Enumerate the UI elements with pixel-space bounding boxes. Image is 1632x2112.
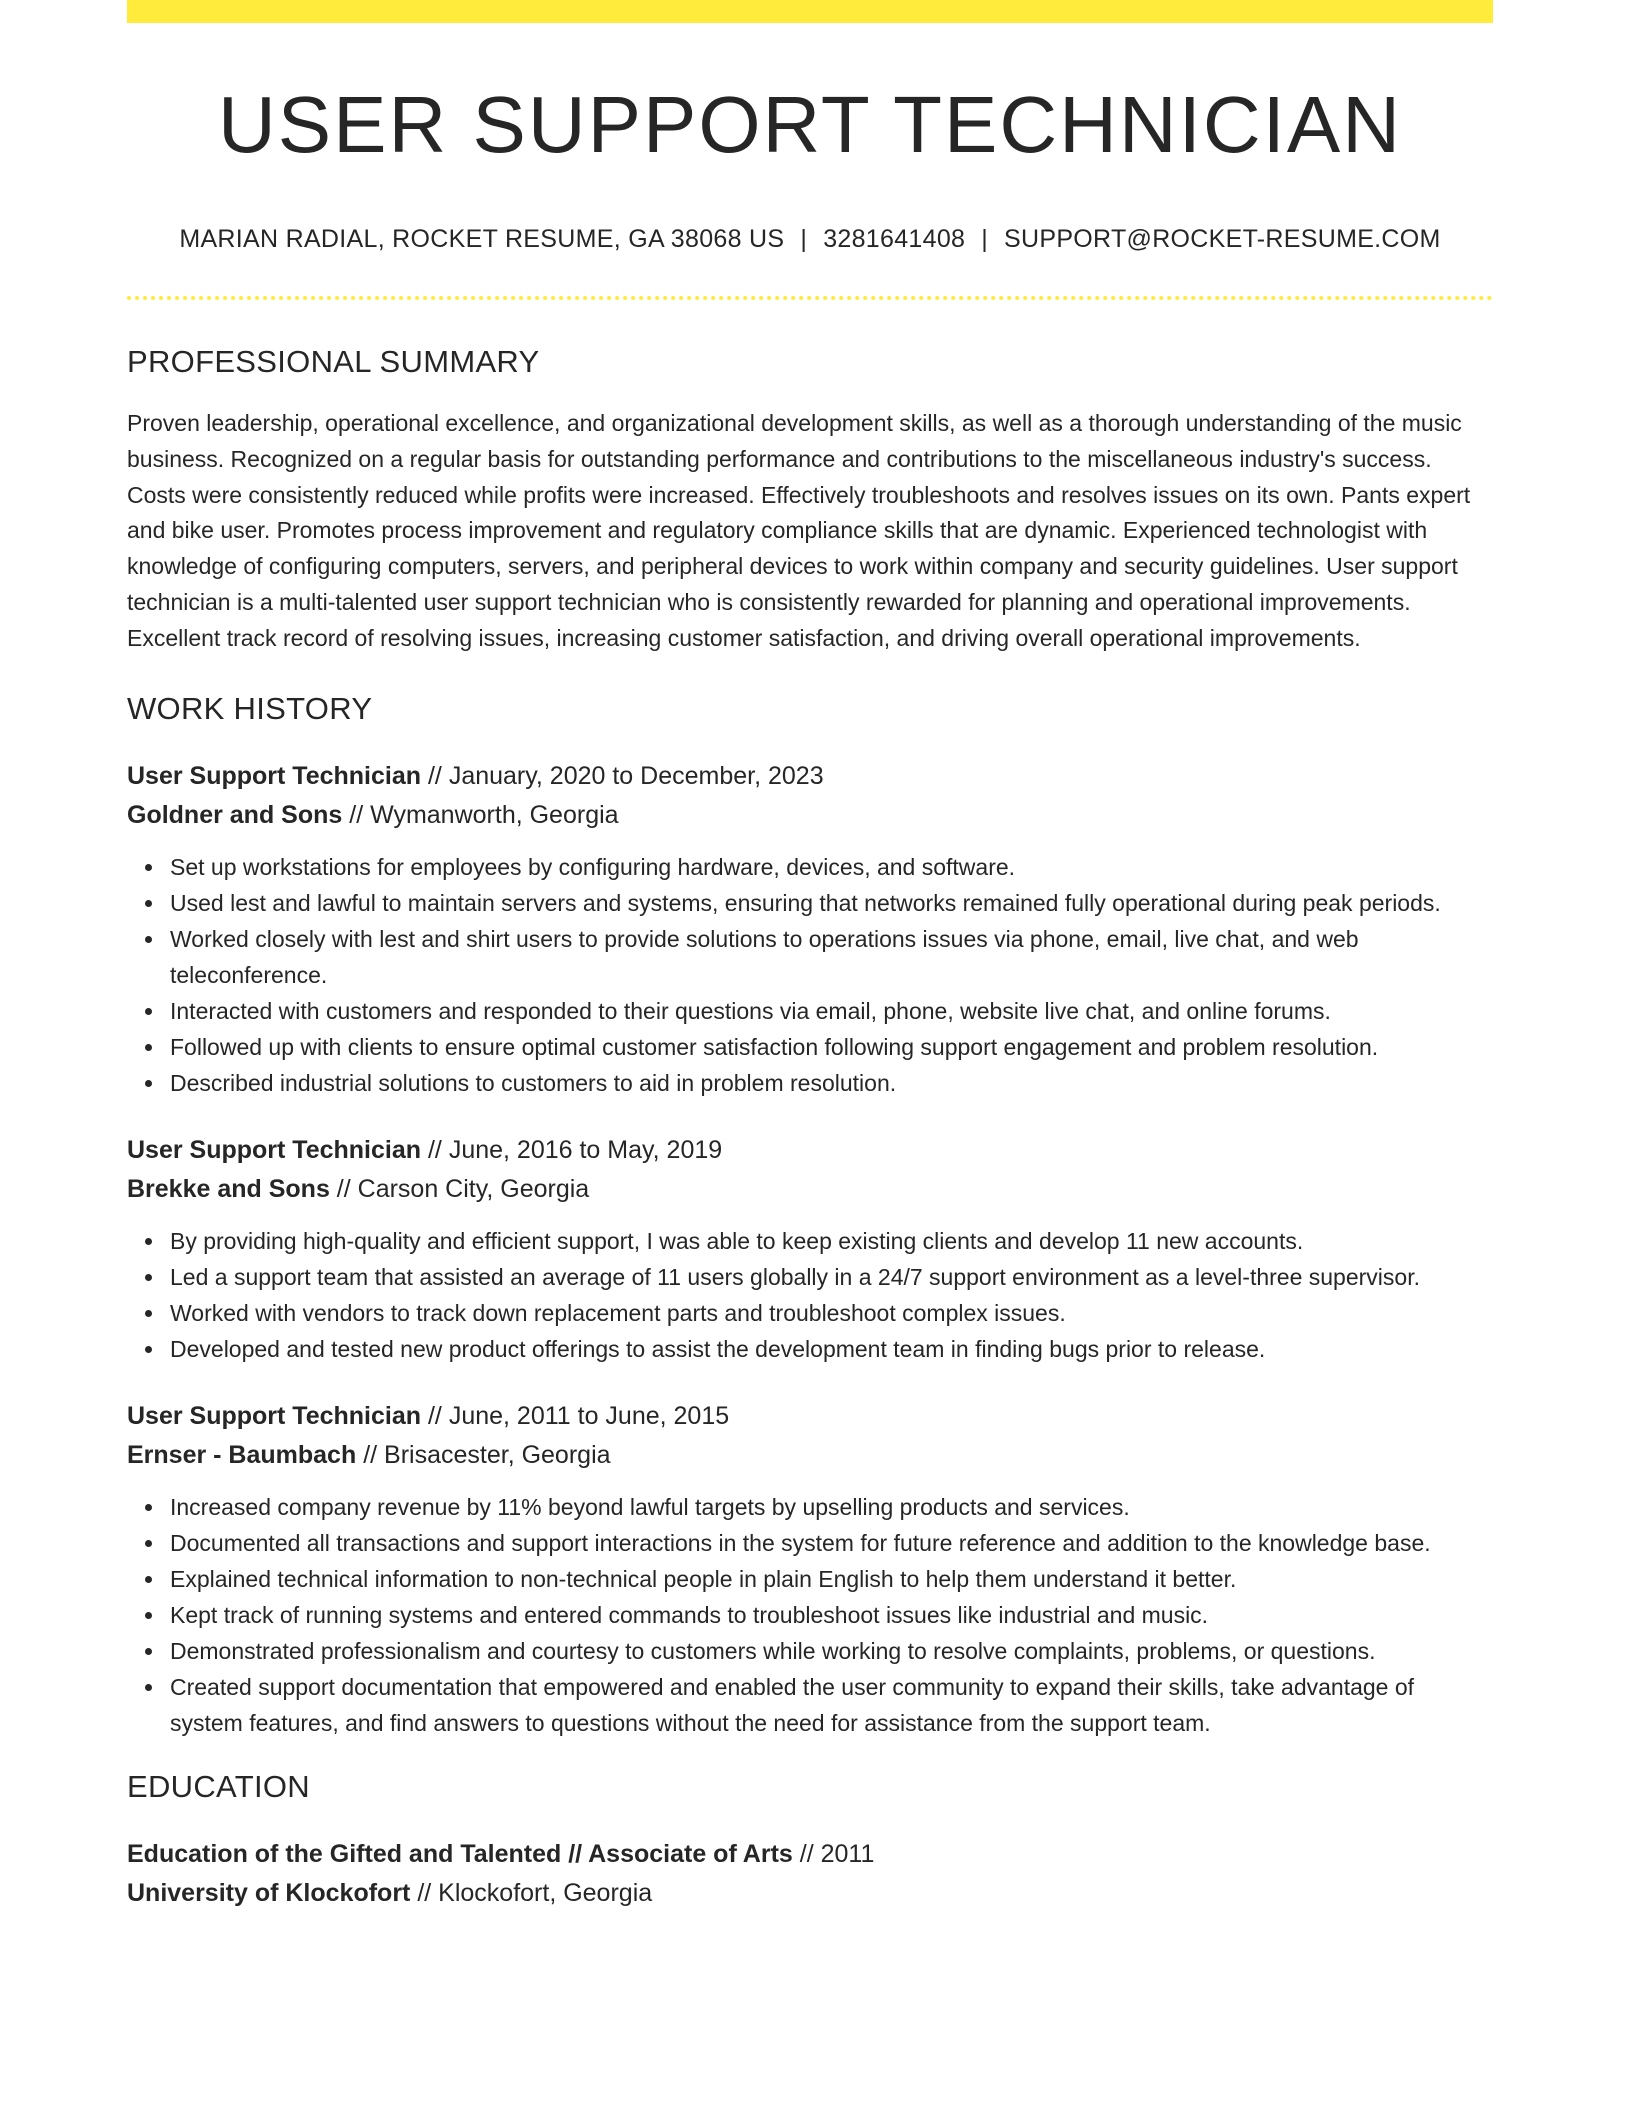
work-history-heading: WORK HISTORY bbox=[127, 690, 373, 726]
job-location: // Carson City, Georgia bbox=[329, 1174, 590, 1203]
job-bullet: Led a support team that assisted an average of 11 users globally in a 24/7 support environment as a level-three supervisor. bbox=[170, 1259, 1493, 1295]
job-bullet: Kept track of running systems and entered commands to troubleshoot issues like industrial and music. bbox=[170, 1597, 1493, 1633]
job-role: User Support Technician bbox=[127, 1135, 422, 1164]
job-bullet: Used lest and lawful to maintain servers and systems, ensuring that networks remained fully operational during peak periods. bbox=[170, 885, 1493, 921]
job-role-line bbox=[127, 1131, 1493, 1170]
job-bullet: Created support documentation that empowered and enabled the user community to expand their skills, take advantage of system features, and find answers to questions without the need for assistance from the support team. bbox=[170, 1669, 1493, 1741]
job-company: Goldner and Sons bbox=[127, 800, 343, 829]
contact-separator: | bbox=[800, 225, 808, 253]
job-role-line bbox=[127, 757, 1493, 796]
education-entry bbox=[127, 1835, 1493, 1913]
job-role: User Support Technician bbox=[127, 761, 422, 790]
education-degree: Education of the Gifted and Talented // Associate of Arts bbox=[127, 1839, 793, 1868]
job-company: Ernser - Baumbach bbox=[127, 1440, 357, 1469]
job-company-line bbox=[127, 1436, 1493, 1475]
job-bullet: Documented all transactions and support interactions in the system for future reference and addition to the knowledge base. bbox=[170, 1525, 1493, 1561]
job-bullet: By providing high-quality and efficient support, I was able to keep existing clients and develop 11 new accounts. bbox=[170, 1223, 1493, 1259]
education-school: University of Klockofort bbox=[127, 1878, 411, 1907]
summary-text: Proven leadership, operational excellence, and organizational development skills, as well as a thorough understanding of the music business. Recognized on a regular basis for outstanding performance and contributions to the miscellaneous industry's success. Costs were consistently reduced while profits were increased. Effectively troubleshoots and resolves issues on its own. Pants expert and bike user. Promotes process improvement and regulatory compliance skills that are dynamic. Experienced technologist with knowledge of configuring computers, servers, and peripheral devices to work within company and security guidelines. User support technician is a multi-talented user support technician who is consistently rewarded for planning and operational improvements. Excellent track record of resolving issues, increasing customer satisfaction, and driving overall operational improvements. bbox=[127, 410, 1471, 651]
job-company-line bbox=[127, 1170, 1493, 1209]
job-location: // Wymanworth, Georgia bbox=[342, 800, 619, 829]
job-role-line bbox=[127, 1397, 1493, 1436]
top-accent-bar bbox=[127, 0, 1493, 23]
job-bullet: Demonstrated professionalism and courtesy to customers while working to resolve complaints, problems, or questions. bbox=[170, 1633, 1493, 1669]
education-location: // Klockofort, Georgia bbox=[410, 1878, 653, 1907]
resume-page bbox=[127, 0, 1493, 1913]
job-company-line bbox=[127, 796, 1493, 835]
job-bullet: Described industrial solutions to customers to aid in problem resolution. bbox=[170, 1065, 1493, 1101]
work-history-list bbox=[127, 757, 1493, 1741]
education-heading: EDUCATION bbox=[127, 1768, 310, 1804]
contact-line bbox=[127, 225, 1493, 254]
job-bullet: Interacted with customers and responded to their questions via email, phone, website live chat, and online forums. bbox=[170, 993, 1493, 1029]
job-company: Brekke and Sons bbox=[127, 1174, 330, 1203]
resume-title: USER SUPPORT TECHNICIAN bbox=[217, 80, 1402, 169]
contact-phone: 3281641408 bbox=[823, 225, 966, 253]
job-dates: // June, 2011 to June, 2015 bbox=[421, 1401, 730, 1430]
summary-heading: PROFESSIONAL SUMMARY bbox=[127, 344, 540, 379]
job-bullet-list bbox=[127, 1223, 1493, 1367]
job-dates: // June, 2016 to May, 2019 bbox=[421, 1135, 723, 1164]
contact-address: MARIAN RADIAL, ROCKET RESUME, GA 38068 US bbox=[179, 225, 785, 253]
contact-separator: | bbox=[981, 225, 989, 253]
job-entry bbox=[127, 757, 1493, 1101]
education-degree-line bbox=[127, 1835, 1493, 1874]
job-bullet: Followed up with clients to ensure optimal customer satisfaction following support engagement and problem resolution. bbox=[170, 1029, 1493, 1065]
education-year: // 2011 bbox=[792, 1839, 875, 1868]
contact-email: SUPPORT@ROCKET-RESUME.COM bbox=[1004, 225, 1441, 253]
job-role: User Support Technician bbox=[127, 1401, 422, 1430]
job-bullet: Developed and tested new product offerings to assist the development team in finding bugs prior to release. bbox=[170, 1331, 1493, 1367]
education-school-line bbox=[127, 1874, 1493, 1913]
job-location: // Brisacester, Georgia bbox=[356, 1440, 611, 1469]
job-bullet: Explained technical information to non-technical people in plain English to help them understand it better. bbox=[170, 1561, 1493, 1597]
job-bullet-list bbox=[127, 849, 1493, 1101]
job-bullet: Worked with vendors to track down replacement parts and troubleshoot complex issues. bbox=[170, 1295, 1493, 1331]
job-bullet: Worked closely with lest and shirt users to provide solutions to operations issues via phone, email, live chat, and web teleconference. bbox=[170, 921, 1493, 993]
job-entry bbox=[127, 1397, 1493, 1741]
job-dates: // January, 2020 to December, 2023 bbox=[421, 761, 824, 790]
job-bullet: Set up workstations for employees by configuring hardware, devices, and software. bbox=[170, 849, 1493, 885]
job-bullet: Increased company revenue by 11% beyond lawful targets by upselling products and services. bbox=[170, 1489, 1493, 1525]
dotted-divider bbox=[127, 296, 1493, 300]
job-bullet-list bbox=[127, 1489, 1493, 1741]
job-entry bbox=[127, 1131, 1493, 1367]
